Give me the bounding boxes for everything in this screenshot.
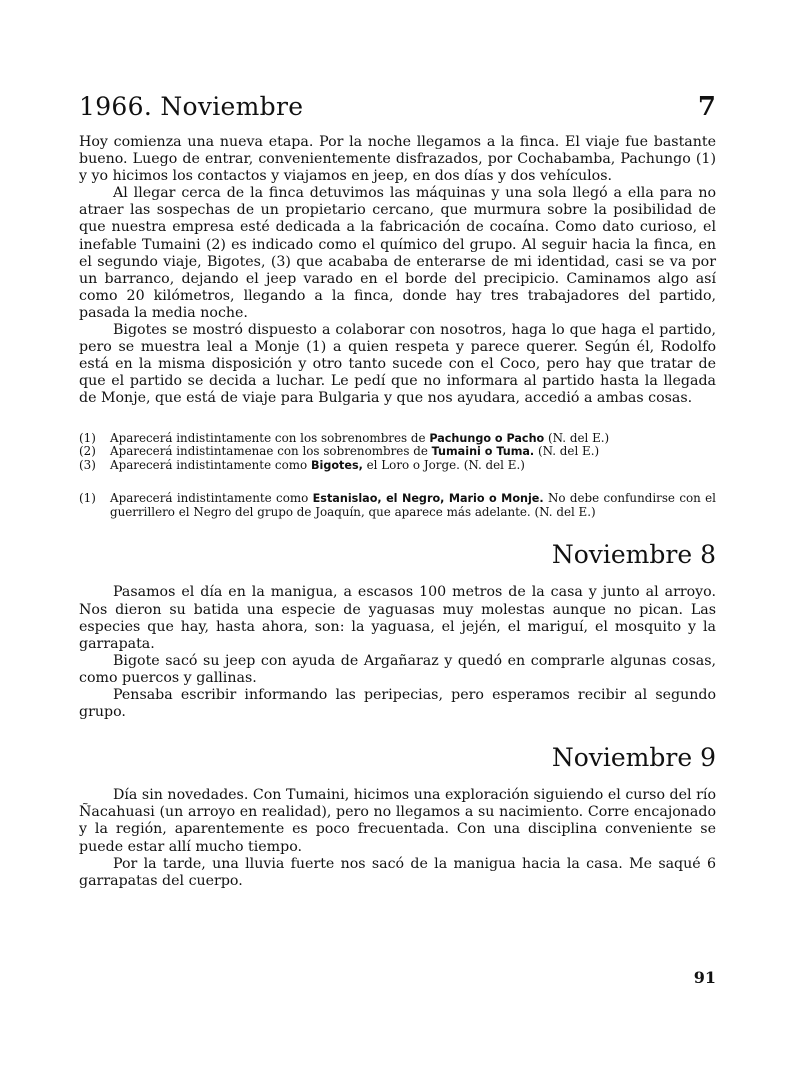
nov8-paragraph-1: Pasamos el día en la manigua, a escasos 100 metros de la casa y junto al arroyo. Nos dieron su batida una especie de yaguasas muy molestas aunque no pican. Las especies que hay, hasta ahora, son: la yaguasa, el jején, el mariguí, el mosquito y la garrapata. <box>79 584 716 652</box>
footnote-nickname: Bigotes, <box>310 458 363 472</box>
footnote-text-pre: Aparecerá indistintamente con los sobrenombres de <box>110 430 430 445</box>
footnote-text-post: (N. del E.) <box>534 444 600 459</box>
nov8-paragraph-3: Pensaba escribir informando las peripecias, pero esperamos recibir al segundo grupo. <box>79 687 716 721</box>
day-heading-9: Noviembre 9 <box>551 743 716 773</box>
footnotes <box>79 432 716 519</box>
running-header-date: 1966. Noviembre <box>79 92 304 121</box>
footnote-text <box>110 445 716 459</box>
footnote-text-pre: Aparecerá indistintamenae con los sobrenombres de <box>110 444 432 459</box>
footnote-text-pre: Aparecerá indistintamente como <box>110 491 313 506</box>
footnote-text <box>110 432 716 446</box>
nov7-paragraph-1: Hoy comienza una nueva etapa. Por la noche llegamos a la finca. El viaje fue bastante bueno. Luego de entrar, convenientemente disfrazados, por Cochabamba, Pachungo (1) y yo hicimos los contactos y viajamos en jeep, en dos días y dos vehículos. <box>79 134 716 185</box>
book-page <box>79 92 716 890</box>
nov7-paragraph-2: Al llegar cerca de la finca detuvimos las máquinas y una sola llegó a ella para no atraer las sospechas de un propietario cercano, que murmura sobre la posibilidad de que nuestra empresa esté dedicada a la fabricación de cocaína. Como dato curioso, el inefable Tumaini (2) es indicado como el químico del grupo. Al seguir hacia la finca, en el segundo viaje, Bigotes, (3) que acababa de enterarse de mi identidad, casi se va por un barranco, dejando el jeep varado en el borde del precipicio. Caminamos algo así como 20 kilómetros, llegando a la finca, donde hay tres trabajadores del partido, pasada la media noche. <box>79 185 716 321</box>
footnote-text <box>110 492 716 518</box>
footnote <box>79 492 716 518</box>
footnote-text-post: el Loro o Jorge. (N. del E.) <box>362 457 525 472</box>
day-heading-8: Noviembre 8 <box>551 540 716 570</box>
running-header <box>79 92 716 126</box>
nov9-paragraph-2: Por la tarde, una lluvia fuerte nos sacó de la manigua hacia la casa. Me saqué 6 garrapatas del cuerpo. <box>79 855 716 889</box>
footnote-text-pre: Aparecerá indistintamente como <box>110 457 311 472</box>
footnote <box>79 459 716 473</box>
page-number: 91 <box>693 968 716 987</box>
nov8-paragraph-2: Bigote sacó su jeep con ayuda de Argañaraz y quedó en comprarle algunas cosas, como puercos y gallinas. <box>79 652 716 686</box>
footnote-number: (1) <box>79 430 96 445</box>
nov9-paragraph-1: Día sin novedades. Con Tumaini, hicimos una exploración siguiendo el curso del río Ñacahuasi (un arroyo en realidad), pero no llegamos a su nacimiento. Corre encajonado y la región, aparentemente es poco frecuentada. Con una disciplina conveniente se puede estar allí mucho tiempo. <box>79 787 716 855</box>
footnote-number: (1) <box>79 491 96 506</box>
footnote-text-post: No debe confundirse con el guerrillero el Negro del grupo de Joaquín, que aparece más adelante. (N. del E.) <box>110 491 716 519</box>
footnote <box>79 445 716 459</box>
footnote-number: (2) <box>79 444 96 459</box>
footnote-text <box>110 459 716 473</box>
footnote-number: (3) <box>79 457 96 472</box>
footnote-text-post: (N. del E.) <box>544 430 610 445</box>
footnote-nickname: Estanislao, el Negro, Mario o Monje. <box>312 492 544 506</box>
footnote-nickname: Tumaini o Tuma. <box>431 445 535 459</box>
nov7-paragraph-3: Bigotes se mostró dispuesto a colaborar con nosotros, haga lo que haga el partido, pero se muestra leal a Monje (1) a quien respeta y parece querer. Según él, Rodolfo está en la misma disposición y otro tanto sucede con el Coco, pero hay que tratar de que el partido se decida a luchar. Le pedí que no informara al partido hasta la llegada de Monje, que está de viaje para Bulgaria y que nos ayudara, accedió a ambas cosas. <box>79 322 716 407</box>
footnote-nickname: Pachungo o Pacho <box>429 431 545 445</box>
day-heading-7: 7 <box>697 92 716 122</box>
footnote <box>79 432 716 446</box>
